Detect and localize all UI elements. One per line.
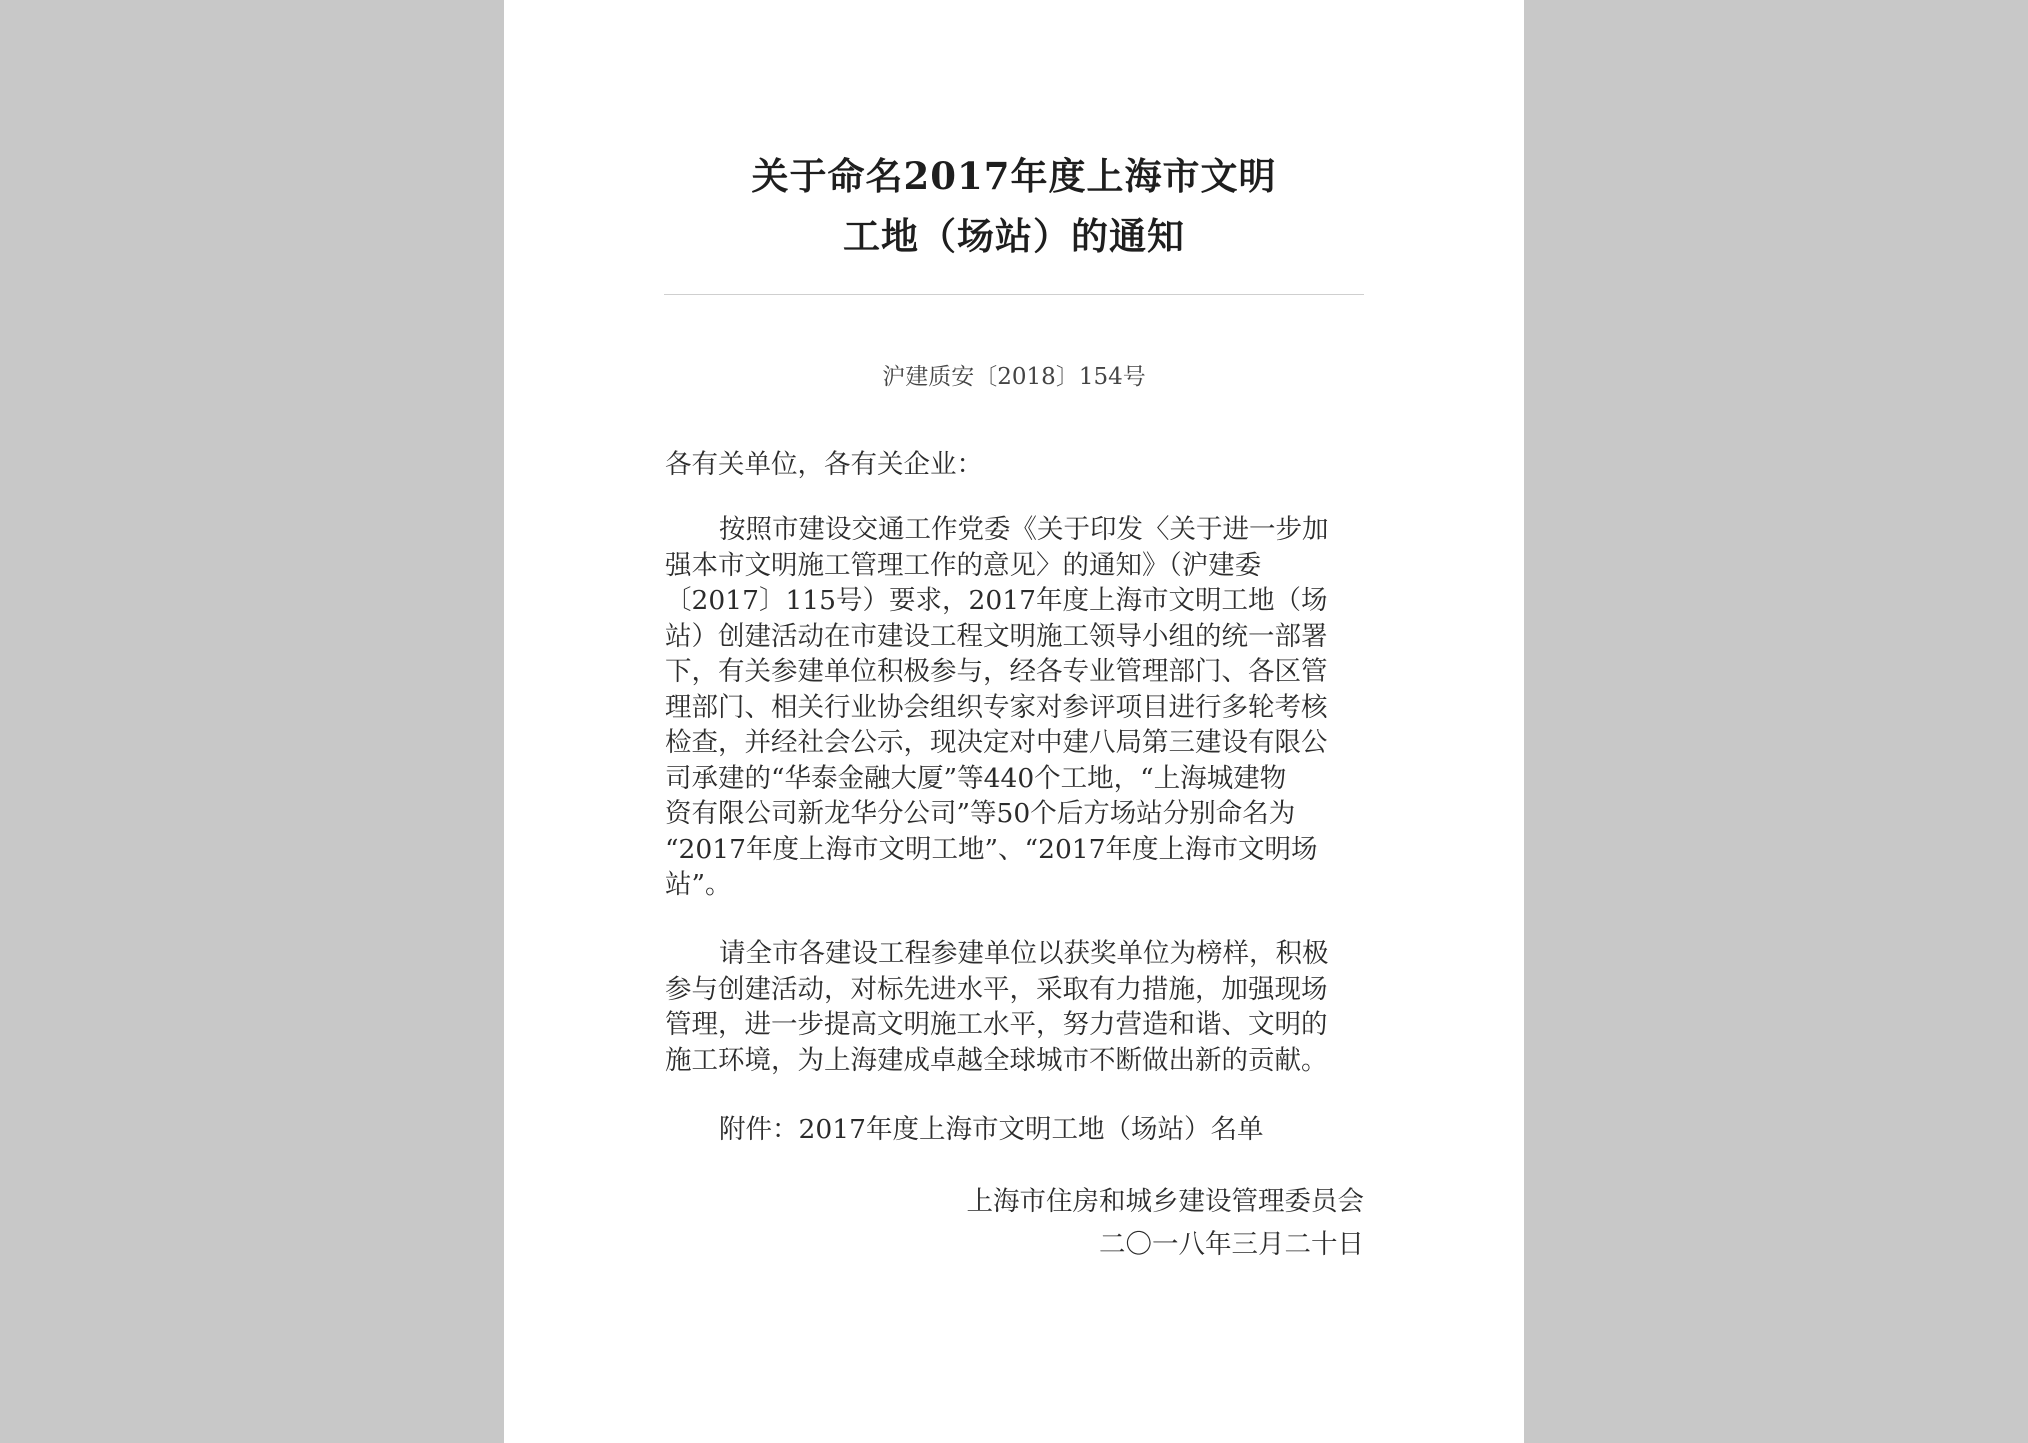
title-line: 工地（场站）的通知	[843, 214, 1185, 258]
paragraph-line: 司承建的“华泰金融大厦”等440个工地，“上海城建物	[665, 762, 1287, 794]
document-title	[504, 146, 1524, 266]
paragraph-2	[665, 936, 1365, 1078]
title-line: 关于命名2017年度上海市文明	[751, 154, 1277, 198]
paragraph-line: 下，有关参建单位积极参与，经各专业管理部门、各区管	[665, 656, 1328, 687]
paragraph-line: “2017年度上海市文明工地”、“2017年度上海市文明场	[665, 833, 1318, 865]
paragraph-line: 〔2017〕115号）要求，2017年度上海市文明工地（场	[665, 585, 1328, 616]
document-page	[504, 0, 1524, 1443]
document-number: 沪建质安〔2018〕154号	[882, 364, 1146, 390]
salutation-text: 各有关单位，各有关企业：	[665, 449, 983, 480]
attachment-note	[665, 1112, 1365, 1148]
salutation	[665, 447, 1365, 483]
paragraph-line: 检查，并经社会公示，现决定对中建八局第三建设有限公	[665, 727, 1328, 758]
signature-organization: 上海市住房和城乡建设管理委员会	[966, 1186, 1364, 1217]
paragraph-1	[665, 512, 1365, 903]
paragraph-line: 请全市各建设工程参建单位以获奖单位为榜样，积极	[719, 938, 1329, 969]
title-divider	[664, 294, 1364, 295]
paragraph-line: 站”。	[665, 869, 732, 900]
paragraph-line: 参与创建活动，对标先进水平，采取有力措施，加强现场	[665, 973, 1328, 1005]
paragraph-line: 站）创建活动在市建设工程文明施工领导小组的统一部署	[665, 620, 1328, 652]
paragraph-line: 管理，进一步提高文明施工水平，努力营造和谐、文明的	[665, 1009, 1328, 1040]
paragraph-line: 按照市建设交通工作党委《关于印发〈关于进一步加	[719, 514, 1329, 545]
signature-date: 二〇一八年三月二十日	[1099, 1229, 1364, 1260]
paragraph-line: 资有限公司新龙华分公司”等50个后方场站分别命名为	[665, 798, 1296, 829]
attachment-text: 附件：2017年度上海市文明工地（场站）名单	[719, 1114, 1264, 1145]
paragraph-line: 施工环境，为上海建成卓越全球城市不断做出新的贡献。	[665, 1044, 1328, 1076]
paragraph-line: 理部门、相关行业协会组织专家对参评项目进行多轮考核	[665, 691, 1328, 723]
paragraph-line: 强本市文明施工管理工作的意见〉的通知》（沪建委	[665, 549, 1262, 581]
